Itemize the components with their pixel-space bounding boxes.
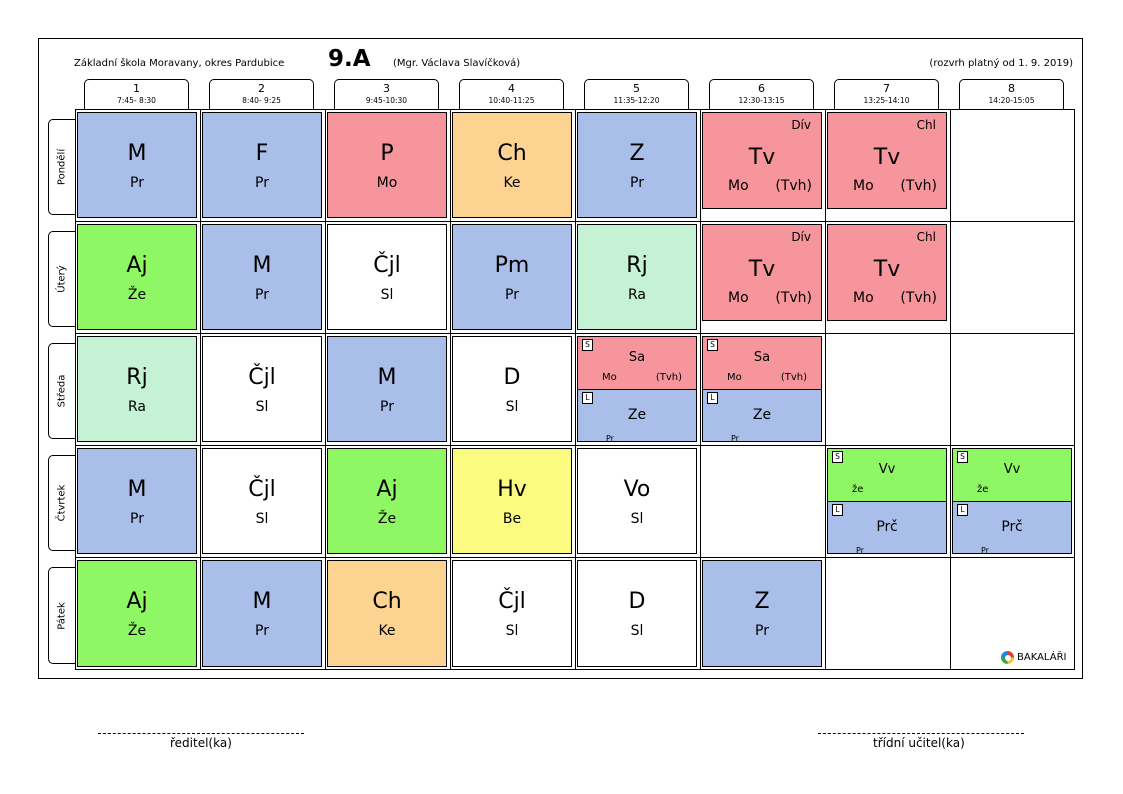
lesson-subject: Tv [748, 145, 776, 170]
lesson-subject: M [377, 365, 397, 390]
lesson-teacher: Že [127, 623, 147, 639]
lesson-cell[interactable] [202, 224, 322, 330]
split-teacher: Pr [606, 434, 614, 443]
grid-column-divider [575, 110, 576, 669]
grid-column-divider [700, 110, 701, 669]
week-badge-l: L [582, 392, 593, 404]
signature-label-class-teacher: třídní učitel(ka) [873, 736, 965, 750]
pe-lesson-cell[interactable] [702, 224, 822, 321]
period-tab-8 [959, 79, 1064, 109]
period-number: 1 [133, 82, 140, 95]
lesson-teacher: Sl [255, 511, 269, 527]
lesson-teacher: Sl [505, 399, 519, 415]
split-teacher: že [852, 484, 864, 495]
lesson-cell[interactable] [77, 224, 197, 330]
split-subject: Prč [1001, 519, 1023, 535]
class-name: 9.A [328, 46, 371, 72]
split-lesson-bottom[interactable] [702, 389, 822, 442]
split-lesson-bottom[interactable] [577, 389, 697, 442]
grid-column-divider [950, 110, 951, 669]
lesson-teacher: Pr [630, 175, 644, 191]
split-subject: Sa [753, 350, 771, 365]
day-label: Středa [56, 374, 68, 408]
lesson-subject: Rj [626, 253, 648, 278]
lesson-cell[interactable] [327, 336, 447, 442]
day-tab-4 [48, 455, 75, 551]
lesson-subject: Aj [376, 477, 398, 502]
signature-label-director: ředitel(ka) [170, 736, 232, 750]
split-room: (Tvh) [655, 372, 682, 383]
period-time: 14:20-15:05 [988, 96, 1035, 105]
lesson-cell[interactable] [452, 112, 572, 218]
lesson-cell[interactable] [452, 224, 572, 330]
school-name: Základní škola Moravany, okres Pardubice [74, 58, 285, 69]
split-subject: Ze [627, 407, 647, 423]
period-time: 8:40- 9:25 [242, 96, 281, 105]
lesson-cell[interactable] [327, 112, 447, 218]
lesson-teacher: Pr [505, 287, 519, 303]
lesson-group: Chl [916, 230, 936, 244]
lesson-cell[interactable] [577, 224, 697, 330]
lesson-subject: P [380, 141, 394, 166]
lesson-cell[interactable] [77, 336, 197, 442]
lesson-teacher: Pr [255, 287, 269, 303]
lesson-teacher: Be [502, 511, 522, 527]
lesson-teacher: Ke [378, 623, 396, 639]
period-tab-6 [709, 79, 814, 109]
week-badge-s: S [832, 451, 843, 463]
lesson-subject: D [503, 365, 521, 390]
lesson-teacher: Že [377, 511, 397, 527]
day-label: Pondělí [56, 148, 68, 186]
lesson-teacher: Sl [255, 399, 269, 415]
lesson-teacher: Pr [380, 399, 394, 415]
period-tab-7 [834, 79, 939, 109]
bakalari-logo [1001, 651, 1066, 664]
split-teacher: že [977, 484, 989, 495]
day-tab-2 [48, 231, 75, 327]
lesson-cell[interactable] [77, 448, 197, 554]
lesson-subject: Hv [497, 477, 527, 502]
lesson-room: (Tvh) [900, 178, 937, 194]
lesson-subject: Tv [748, 257, 776, 282]
lesson-subject: Z [754, 589, 770, 614]
period-number: 7 [883, 82, 890, 95]
lesson-cell[interactable] [77, 560, 197, 667]
lesson-subject: Tv [873, 145, 901, 170]
lesson-teacher: Ke [503, 175, 521, 191]
lesson-teacher: Sl [505, 623, 519, 639]
day-label: Pátek [56, 601, 68, 630]
day-label: Úterý [56, 265, 68, 293]
lesson-teacher: Sl [380, 287, 394, 303]
lesson-cell[interactable] [202, 112, 322, 218]
day-tab-3 [48, 343, 75, 439]
lesson-teacher: Pr [255, 623, 269, 639]
bakalari-logo-icon [1001, 651, 1014, 664]
pe-lesson-cell[interactable] [702, 112, 822, 209]
period-time: 9:45-10:30 [365, 96, 408, 105]
lesson-teacher: Mo [853, 178, 874, 194]
day-label: Čtvrtek [56, 484, 68, 522]
lesson-teacher: Pr [130, 175, 144, 191]
lesson-subject: M [127, 141, 147, 166]
bakalari-logo-text: BAKALÁŘI [1017, 652, 1067, 663]
split-lesson-bottom[interactable] [952, 501, 1072, 554]
lesson-cell[interactable] [577, 112, 697, 218]
week-badge-l: L [832, 504, 843, 516]
lesson-teacher: Sl [630, 623, 644, 639]
lesson-subject: Čjl [248, 365, 276, 390]
lesson-room: (Tvh) [775, 290, 812, 306]
grid-column-divider [325, 110, 326, 669]
lesson-teacher: Sl [630, 511, 644, 527]
period-number: 4 [508, 82, 515, 95]
lesson-subject: M [252, 589, 272, 614]
split-room: (Tvh) [780, 372, 807, 383]
period-number: 2 [258, 82, 265, 95]
period-time: 10:40-11:25 [488, 96, 535, 105]
lesson-group: Dív [791, 230, 811, 244]
week-badge-l: L [707, 392, 718, 404]
split-lesson-top[interactable] [827, 448, 947, 502]
valid-from: (rozvrh platný od 1. 9. 2019) [929, 58, 1073, 69]
pe-lesson-cell[interactable] [827, 224, 947, 321]
lesson-subject: Čjl [498, 589, 526, 614]
split-subject: Ze [752, 407, 772, 423]
period-time: 12:30-13:15 [738, 96, 785, 105]
grid-column-divider [450, 110, 451, 669]
period-tab-4 [459, 79, 564, 109]
day-tab-1 [48, 119, 75, 215]
period-number: 6 [758, 82, 765, 95]
lesson-group: Chl [916, 118, 936, 132]
signature-line-left [98, 733, 304, 734]
split-subject: Sa [628, 350, 646, 365]
period-number: 5 [633, 82, 640, 95]
lesson-subject: Rj [126, 365, 148, 390]
lesson-cell[interactable] [77, 112, 197, 218]
lesson-cell[interactable] [327, 448, 447, 554]
lesson-subject: M [127, 477, 147, 502]
split-teacher: Pr [981, 546, 989, 555]
lesson-cell[interactable] [452, 560, 572, 667]
lesson-subject: Aj [126, 253, 148, 278]
period-time: 13:25-14:10 [863, 96, 910, 105]
lesson-subject: Aj [126, 589, 148, 614]
lesson-teacher: Mo [376, 175, 398, 191]
period-number: 3 [383, 82, 390, 95]
lesson-cell[interactable] [202, 560, 322, 667]
lesson-cell[interactable] [202, 448, 322, 554]
period-tab-1 [84, 79, 189, 109]
lesson-subject: M [252, 253, 272, 278]
lesson-teacher: Pr [755, 623, 769, 639]
lesson-room: (Tvh) [900, 290, 937, 306]
lesson-teacher: Ra [628, 287, 646, 303]
lesson-subject: Čjl [248, 477, 276, 502]
split-lesson-top[interactable] [577, 336, 697, 390]
lesson-teacher: Pr [130, 511, 144, 527]
split-teacher: Pr [856, 546, 864, 555]
lesson-teacher: Mo [853, 290, 874, 306]
lesson-teacher: Že [127, 287, 147, 303]
lesson-teacher: Ra [128, 399, 146, 415]
lesson-teacher: Mo [728, 178, 749, 194]
lesson-subject: Vo [623, 477, 651, 502]
period-tab-5 [584, 79, 689, 109]
lesson-teacher: Pr [255, 175, 269, 191]
split-teacher: Mo [602, 372, 617, 383]
lesson-cell[interactable] [452, 448, 572, 554]
period-time: 11:35-12:20 [613, 96, 660, 105]
week-badge-s: S [707, 339, 718, 351]
grid-column-divider [200, 110, 201, 669]
lesson-cell[interactable] [577, 560, 697, 667]
lesson-subject: Tv [873, 257, 901, 282]
split-subject: Prč [876, 519, 898, 535]
period-tab-3 [334, 79, 439, 109]
lesson-cell[interactable] [577, 448, 697, 554]
lesson-group: Dív [791, 118, 811, 132]
lesson-cell[interactable] [452, 336, 572, 442]
lesson-teacher: Mo [728, 290, 749, 306]
split-subject: Vv [1003, 462, 1021, 477]
period-number: 8 [1008, 82, 1015, 95]
week-badge-s: S [957, 451, 968, 463]
signature-line-right [818, 733, 1024, 734]
lesson-cell[interactable] [702, 560, 822, 667]
pe-lesson-cell[interactable] [827, 112, 947, 209]
split-lesson-bottom[interactable] [827, 501, 947, 554]
period-time: 7:45- 8:30 [117, 96, 156, 105]
grid-column-divider [825, 110, 826, 669]
week-badge-l: L [957, 504, 968, 516]
lesson-cell[interactable] [327, 224, 447, 330]
lesson-subject: Ch [372, 589, 402, 614]
split-subject: Vv [878, 462, 896, 477]
week-badge-s: S [582, 339, 593, 351]
lesson-cell[interactable] [327, 560, 447, 667]
lesson-subject: Pm [494, 253, 530, 278]
split-lesson-top[interactable] [702, 336, 822, 390]
split-lesson-top[interactable] [952, 448, 1072, 502]
lesson-subject: F [255, 141, 269, 166]
lesson-subject: D [628, 589, 646, 614]
lesson-subject: Z [629, 141, 645, 166]
lesson-room: (Tvh) [775, 178, 812, 194]
lesson-cell[interactable] [202, 336, 322, 442]
class-teacher: (Mgr. Václava Slavíčková) [393, 58, 521, 69]
lesson-subject: Čjl [373, 253, 401, 278]
day-tab-5 [48, 567, 75, 664]
lesson-subject: Ch [497, 141, 527, 166]
split-teacher: Pr [731, 434, 739, 443]
split-teacher: Mo [727, 372, 742, 383]
period-tab-2 [209, 79, 314, 109]
